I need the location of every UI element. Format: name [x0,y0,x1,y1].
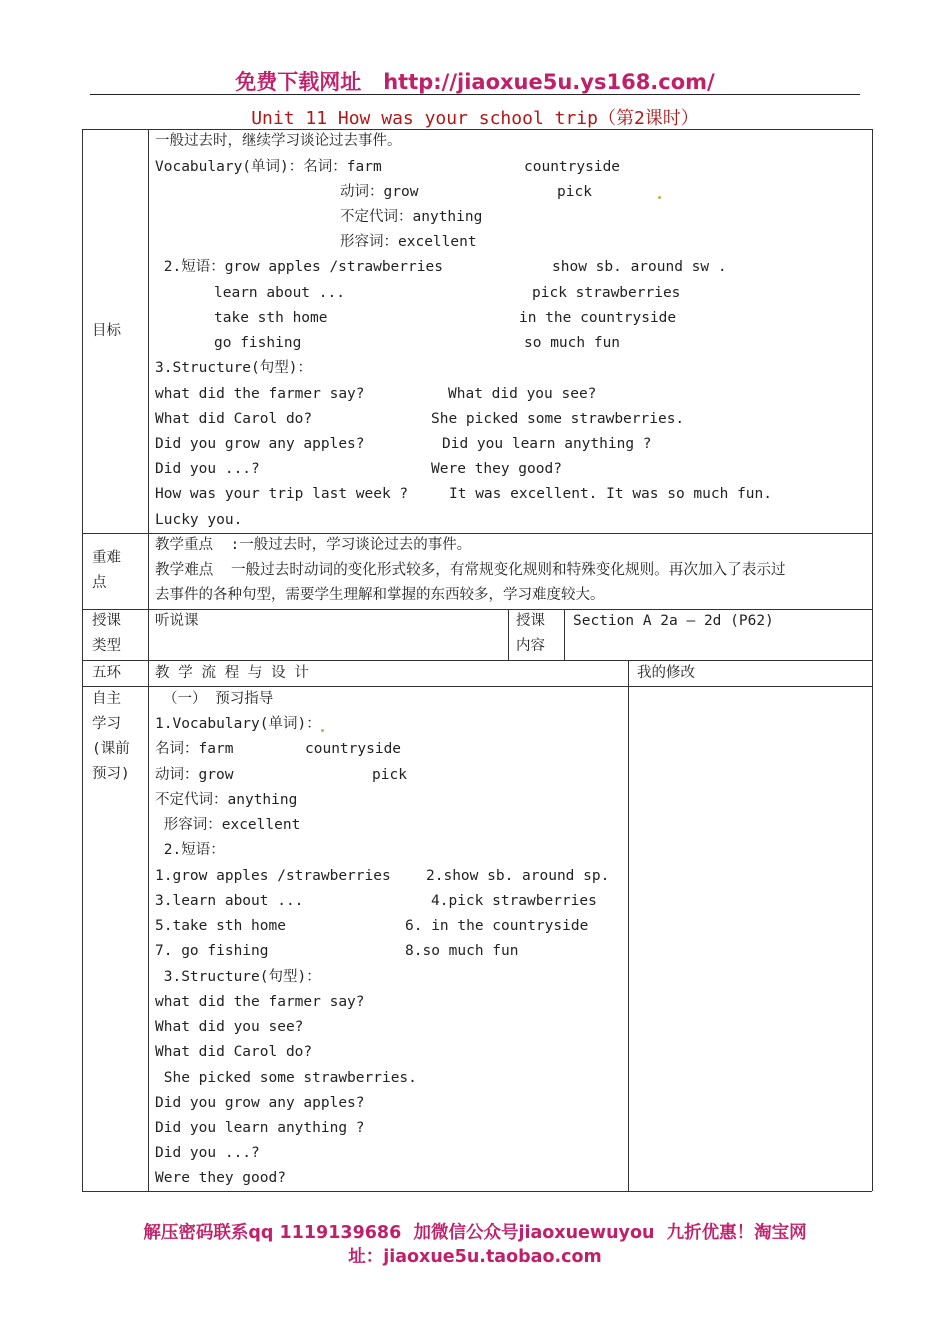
preview-line: 5.take sth home [155,918,286,934]
flow-header-col1: 五环 [92,665,121,681]
download-url-header[interactable]: 免费下载网址 http://jiaoxue5u.ys168.com/ [235,70,715,94]
lesson-content-value: Section A 2a — 2d (P62) [573,613,774,629]
goals-line: Vocabulary(单词)：名词：farm [155,159,382,175]
table-border-right [872,129,873,1191]
goals-line: Did you grow any apples? [155,436,365,452]
preview-line: 3.Structure(句型)： [155,969,321,985]
preview-label: 自主 [92,691,121,707]
goals-line: 一般过去时，继续学习谈论过去事件。 [155,133,402,149]
preview-line: countryside [305,741,402,757]
goals-line: 动词：grow [340,184,419,200]
goals-line: so much fun [524,335,621,351]
lesson-content-label: 内容 [516,638,545,654]
preview-line: Were they good? [155,1170,286,1186]
preview-line: Did you learn anything ? [155,1120,365,1136]
table-col-divider [148,129,149,1191]
footer-shop-url[interactable]: 址：jiaoxue5u.taobao.com [348,1247,602,1267]
table-row-divider [82,533,872,534]
table-col-divider [564,609,565,660]
table-row-divider [82,686,872,687]
table-col-divider [628,660,629,1191]
preview-line: 形容词：excellent [155,817,301,833]
goals-line: 2.短语：grow apples /strawberries [155,259,443,275]
preview-line: 8.so much fun [405,943,519,959]
table-border-bottom [82,1191,872,1192]
goals-line: Did you learn anything ? [442,436,652,452]
preview-line: 6. in the countryside [405,918,589,934]
key-focus-line: 教学重点 :一般过去时，学习谈论过去的事件。 [155,537,472,553]
preview-label: 学习 [92,716,121,732]
goals-line: pick strawberries [532,285,681,301]
goals-line: She picked some strawberries. [431,411,685,427]
preview-line: She picked some strawberries. [155,1070,417,1086]
preview-line: what did the farmer say? [155,994,365,1010]
key-difficulty-line: 去事件的各种句型，需要学生理解和掌握的东西较多，学习难度较大。 [155,587,605,603]
goals-line: 不定代词：anything [340,209,483,225]
header-rule [90,94,860,95]
page-title: Unit 11 How was your school trip（第2课时） [251,108,699,129]
key-difficulty-line: 教学难点 一般过去时动词的变化形式较多，有常规变化规则和特殊变化规则。再次加入了表示过 [155,561,786,578]
preview-line: 3.learn about ... [155,893,304,909]
goals-line: what did the farmer say? [155,386,365,402]
table-row-divider [82,609,872,610]
goals-line: How was your trip last week ? [155,486,409,502]
lesson-content-label: 授课 [516,613,545,629]
table-border-left [82,129,83,1191]
preview-label: 预习) [92,766,130,782]
stray-dot [321,729,324,732]
lesson-type-label: 授课 [92,613,121,629]
goals-line: go fishing [214,335,302,351]
preview-line: 1.grow apples /strawberries [155,868,391,884]
preview-line: （一） 预习指导 [163,691,274,707]
preview-line: 不定代词：anything [155,792,298,808]
goals-line: countryside [524,159,621,175]
goals-line: 形容词：excellent [340,234,477,250]
preview-line: pick [372,767,407,783]
preview-line: 1.Vocabulary(单词)： [155,716,321,732]
preview-line: What did Carol do? [155,1044,313,1060]
goals-line: What did you see? [448,386,597,402]
goals-line: pick [557,184,592,200]
flow-header-col3: 我的修改 [637,665,695,681]
preview-line: 2.show sb. around sp. [426,868,610,884]
goals-line: show sb. around sw . [552,259,727,275]
preview-label: (课前 [92,741,130,757]
table-row-divider [82,660,872,661]
footer-contact: 解压密码联系qq 1119139686 加微信公众号jiaoxuewuyou 九折优惠！淘宝网 [143,1223,807,1243]
key-points-label: 重难 [92,550,121,566]
preview-line: Did you grow any apples? [155,1095,365,1111]
goals-line: Lucky you. [155,512,243,528]
flow-header-col2: 教 学 流 程 与 设 计 [155,665,309,681]
preview-line: 名词：farm [155,741,234,757]
preview-line: Did you ...? [155,1145,260,1161]
goals-line: Did you ...? [155,461,260,477]
preview-line: 4.pick strawberries [431,893,597,909]
lesson-type-label: 类型 [92,638,121,654]
goals-line: take sth home [214,310,328,326]
goals-line: 3.Structure(句型)： [155,360,312,376]
goals-line: learn about ... [214,285,345,301]
goals-label: 目标 [92,323,121,339]
goals-line: in the countryside [519,310,677,326]
table-col-divider [508,609,509,660]
preview-line: 动词：grow [155,767,234,783]
preview-line: 2.短语： [155,842,225,858]
preview-line: What did you see? [155,1019,304,1035]
stray-dot [658,196,661,199]
lesson-type-value: 听说课 [155,613,199,629]
table-border-top [82,129,872,130]
key-points-label: 点 [92,575,107,591]
goals-line: What did Carol do? [155,411,313,427]
goals-line: Were they good? [431,461,562,477]
preview-line: 7. go fishing [155,943,269,959]
goals-line: It was excellent. It was so much fun. [449,486,773,502]
